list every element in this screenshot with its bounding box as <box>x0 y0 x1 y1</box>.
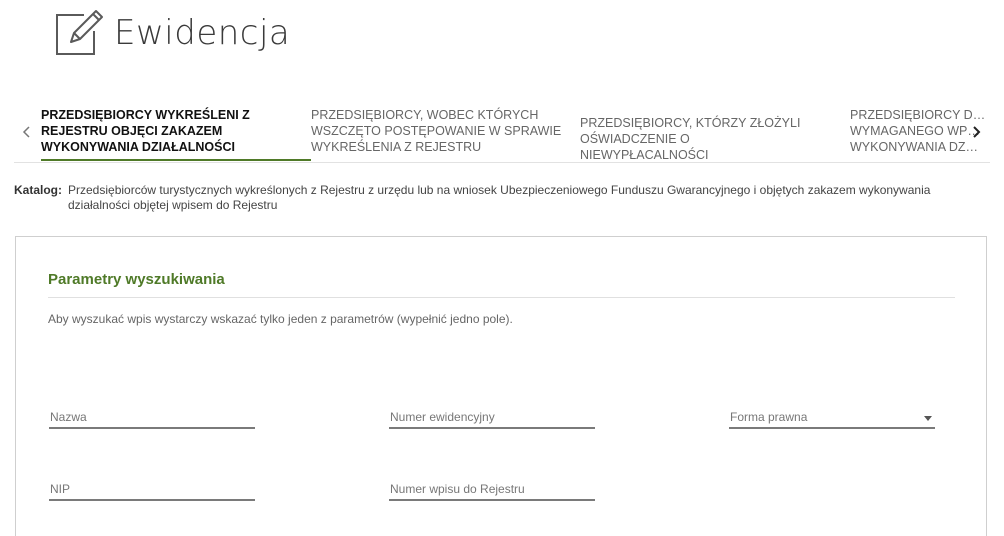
catalog-description <box>14 183 954 213</box>
forma-prawna-placeholder: Forma prawna <box>730 410 808 424</box>
numer-ewidencyjny-placeholder: Numer ewidencyjny <box>390 410 495 424</box>
nazwa-placeholder: Nazwa <box>50 410 87 424</box>
tab-objeci-zakazem[interactable]: PRZEDSIĘBIORCY WYKREŚLENI Z REJESTRU OBJĘCI ZAKAZEM WYKONYWANIA DZIAŁALNOŚCI <box>41 104 311 161</box>
edit-document-icon <box>54 9 104 57</box>
catalog-text: Przedsiębiorców turystycznych wykreślonych z Rejestru z urzędu lub na wniosek Ubezpieczeniowego Funduszu Gwarancyjnego i objętych zakazem wykonywania działalności objętej wpisem do Rejestru <box>68 183 931 212</box>
chevron-right-icon <box>969 122 983 142</box>
catalog-label: Katalog: <box>14 183 62 197</box>
page-header <box>54 8 290 58</box>
section-divider <box>48 297 955 298</box>
tabs-viewport <box>40 104 986 162</box>
nazwa-input[interactable] <box>49 407 255 429</box>
forma-prawna-select[interactable] <box>729 407 935 429</box>
search-section-title: Parametry wyszukiwania <box>48 271 225 288</box>
tab-wszczeto-postepowanie[interactable]: PRZEDSIĘBIORCY, WOBEC KTÓRYCH WSZCZĘTO POSTĘPOWANIE W SPRAWIE WYKREŚLENIA Z REJESTRU <box>311 108 562 154</box>
caret-down-icon <box>924 416 932 421</box>
numer-wpisu-input[interactable] <box>389 479 595 501</box>
page-title: Ewidencja <box>114 13 291 53</box>
nip-input[interactable] <box>49 479 255 501</box>
numer-ewidencyjny-input[interactable] <box>389 407 595 429</box>
search-panel <box>15 236 987 536</box>
tab-oswiadczenie-niewyplacalnosci[interactable]: PRZEDSIĘBIORCY, KTÓRZY ZŁOŻYLI OŚWIADCZENIE O NIEWYPŁACALNOŚCI <box>580 116 801 162</box>
tab-wymaganego-wpisu[interactable]: PRZEDSIĘBIORCY D… WYMAGANEGO WP… WYKONYWANIA DZ… <box>850 108 986 154</box>
nip-placeholder: NIP <box>50 482 71 496</box>
numer-wpisu-placeholder: Numer wpisu do Rejestru <box>390 482 525 496</box>
tabs-scroll-right-button[interactable] <box>969 122 983 142</box>
search-hint: Aby wyszukać wpis wystarczy wskazać tylko jeden z parametrów (wypełnić jedno pole). <box>48 312 513 326</box>
category-tabs <box>14 104 990 163</box>
chevron-left-icon <box>20 122 34 142</box>
tabs-scroll-left-button[interactable] <box>20 122 34 142</box>
